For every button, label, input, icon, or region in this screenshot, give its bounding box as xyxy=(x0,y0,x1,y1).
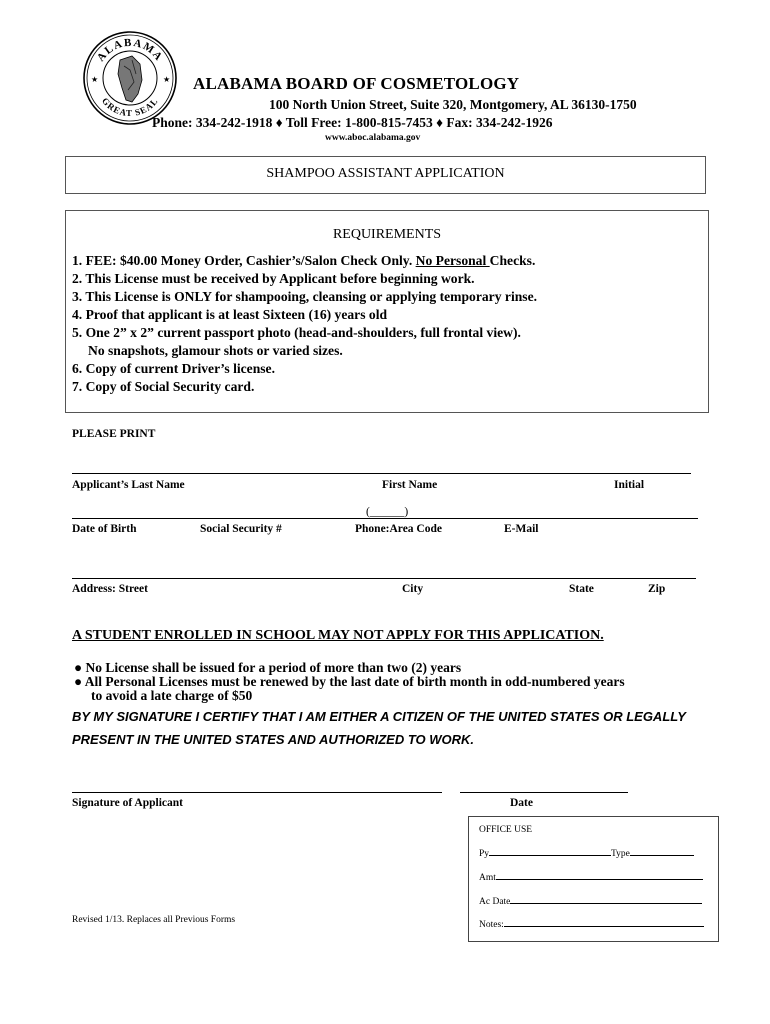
office-ac-date-field: Ac Date xyxy=(479,897,702,907)
requirement-2: 2. This License must be received by Applicant before beginning work. xyxy=(72,271,475,286)
requirement-7: 7. Copy of Social Security card. xyxy=(72,379,255,394)
revision-note: Revised 1/13. Replaces all Previous Forms xyxy=(72,915,236,925)
form-title-box xyxy=(65,156,706,194)
seal-bottom-text: GREAT SEAL xyxy=(99,95,161,119)
office-use-heading: OFFICE USE xyxy=(479,825,533,835)
svg-text:★: ★ xyxy=(91,75,99,84)
certification-line-1: BY MY SIGNATURE I CERTIFY THAT I AM EITHER A CITIZEN OF THE UNITED STATES OR LEGALLY xyxy=(72,709,686,724)
org-phone-line: Phone: 334-242-1918 ♦ Toll Free: 1-800-815-7453 ♦ Fax: 334-242-1926 xyxy=(152,115,553,130)
name-input-line[interactable] xyxy=(72,473,691,474)
please-print-label: PLEASE PRINT xyxy=(72,428,156,440)
dob-ssn-phone-input-line[interactable] xyxy=(72,518,698,519)
alabama-great-seal-logo xyxy=(82,30,178,126)
date-label: Date xyxy=(510,797,533,809)
date-input-line[interactable] xyxy=(460,792,628,793)
address-input-line[interactable] xyxy=(72,578,696,579)
note-bullet-2-continued: to avoid a late charge of $50 xyxy=(91,688,253,703)
requirement-6: 6. Copy of current Driver’s license. xyxy=(72,361,275,376)
state-label: State xyxy=(569,583,594,595)
email-label: E-Mail xyxy=(504,523,539,535)
city-label: City xyxy=(402,583,424,595)
office-use-box xyxy=(468,816,719,942)
requirement-1: 1. FEE: $40.00 Money Order, Cashier’s/Salon Check Only. No Personal Checks. xyxy=(72,253,536,268)
requirement-4: 4. Proof that applicant is at least Sixteen (16) years old xyxy=(72,307,388,322)
student-warning: A STUDENT ENROLLED IN SCHOOL MAY NOT APPLY FOR THIS APPLICATION. xyxy=(72,628,604,643)
office-amt-field: Amt xyxy=(479,873,703,883)
certification-line-2: PRESENT IN THE UNITED STATES AND AUTHORIZED TO WORK. xyxy=(72,732,475,747)
ssn-label: Social Security # xyxy=(200,523,282,535)
initial-label: Initial xyxy=(614,479,645,491)
requirement-3: 3. This License is ONLY for shampooing, cleansing or applying temporary rinse. xyxy=(72,289,538,304)
signature-label: Signature of Applicant xyxy=(72,797,183,809)
last-name-label: Applicant’s Last Name xyxy=(72,479,185,491)
zip-label: Zip xyxy=(648,583,666,595)
seal-top-text: ALABAMA xyxy=(94,36,166,64)
office-notes-field: Notes: xyxy=(479,920,704,930)
first-name-label: First Name xyxy=(382,479,438,491)
org-name: ALABAMA BOARD OF COSMETOLOGY xyxy=(193,74,520,93)
org-address: 100 North Union Street, Suite 320, Montgomery, AL 36130-1750 xyxy=(269,97,637,112)
signature-input-line[interactable] xyxy=(72,792,442,793)
org-website[interactable]: www.aboc.alabama.gov xyxy=(325,133,421,143)
form-title: SHAMPOO ASSISTANT APPLICATION xyxy=(266,166,505,181)
note-bullet-1: ● No License shall be issued for a period of more than two (2) years xyxy=(74,660,462,675)
street-label: Address: Street xyxy=(72,583,148,595)
requirements-heading: REQUIREMENTS xyxy=(332,227,442,242)
requirement-5: 5. One 2” x 2” current passport photo (head-and-shoulders, full frontal view). xyxy=(72,325,521,340)
dob-label: Date of Birth xyxy=(72,523,137,535)
requirements-box xyxy=(65,210,709,413)
svg-text:★: ★ xyxy=(163,75,171,84)
phone-label: Phone:Area Code xyxy=(355,523,442,535)
note-bullet-2: ● All Personal Licenses must be renewed by the last date of birth month in odd-numbered years xyxy=(74,674,625,689)
phone-area-code-paren: (______) xyxy=(366,506,409,518)
office-py-field: Py Type xyxy=(479,849,694,859)
requirement-5-note: No snapshots, glamour shots or varied sizes. xyxy=(88,343,343,358)
